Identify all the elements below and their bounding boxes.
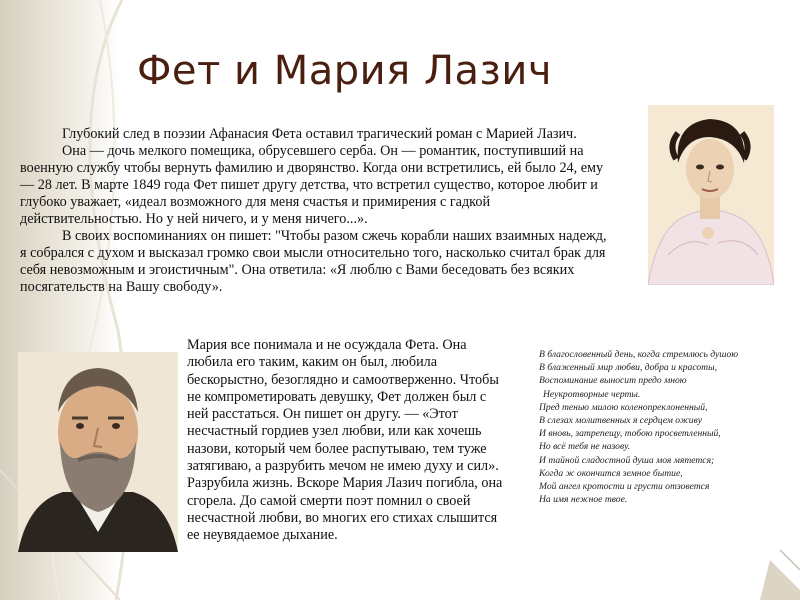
intro-paragraph-2: Она — дочь мелкого помещика, обрусевшего серба. Он — романтик, поступивший на военную службу чтобы вернуть фамилию и дворянство. Когда они встретились, ей было 24, ему — 28 лет. В марте 1849 года Фет пишет другу детства, что встретил существо, которое любит и глубоко уважает, «идеал возможного для меня счастья и примирения с гадкой действительностью. Но у ней ничего, и у меня ничего...». xyxy=(20,143,604,227)
poem-line: На имя нежное твое. xyxy=(539,494,628,506)
poem xyxy=(539,348,789,506)
intro-paragraph-3: В своих воспоминаниях он пишет: "Чтобы разом сжечь корабли наших взаимных надежд, я собрался с духом и высказал громко свои мысли относительно того, насколько считал брак для себя невозможным и эгоистичным". Она ответила: «Я люблю с Вами беседовать без всяких посягательств на Вашу свободу». xyxy=(20,228,607,295)
poem-line: Воспоминание выносит предо мною xyxy=(539,375,687,387)
intro-text xyxy=(20,126,610,296)
fet-portrait-image xyxy=(18,352,178,552)
man-portrait-icon xyxy=(18,352,178,552)
poem-line: Пред тенью милою коленопреклоненный, xyxy=(539,401,708,413)
poem-line: В слезах молитвенных я сердцем оживу xyxy=(539,415,702,427)
middle-text xyxy=(187,337,507,545)
poem-line: И тайной сладостной душа моя мятется; xyxy=(539,454,715,466)
poem-line: Когда ж окончится земное бытие, xyxy=(539,467,683,479)
maria-portrait-image xyxy=(648,105,774,285)
middle-paragraph: Мария все понимала и не осуждала Фета. Она любила его таким, каким он был, любила бескорыстно, безоглядно и самоотверженно. Чтобы не компрометировать девушку, Фет должен был с ней расстаться. Он пишет он другу. — «Этот несчастный гордиев узел любви, или как хочешь назови, который чем более распутываю, тем туже затягиваю, а разрубить мечом не имею духу и сил». Разрубила жизнь. Вскоре Мария Лазич погибла, она сгорела. До самой смерти поэт помнил о своей несчастной любви, во многих его стихах слышится ее неувядаемое дыхание. xyxy=(187,337,503,544)
poem-line: Мой ангел кротости и грусти отзовется xyxy=(539,481,710,493)
poem-line: Неукротворные черты. xyxy=(543,388,641,400)
poem-line: Но всё тебя не назову. xyxy=(539,441,631,453)
intro-paragraph-1: Глубокий след в поэзии Афанасия Фета оставил трагический роман с Марией Лазич. xyxy=(62,126,577,142)
poem-line: В блаженный мир любви, добра и красоты, xyxy=(539,362,717,374)
page-title: Фет и Мария Лазич xyxy=(137,48,552,94)
poem-line: В благословенный день, когда стремлюсь душою xyxy=(539,349,739,360)
woman-portrait-icon xyxy=(648,105,774,285)
poem-line: И вновь, затрепещу, тобою просветленный, xyxy=(539,428,721,440)
